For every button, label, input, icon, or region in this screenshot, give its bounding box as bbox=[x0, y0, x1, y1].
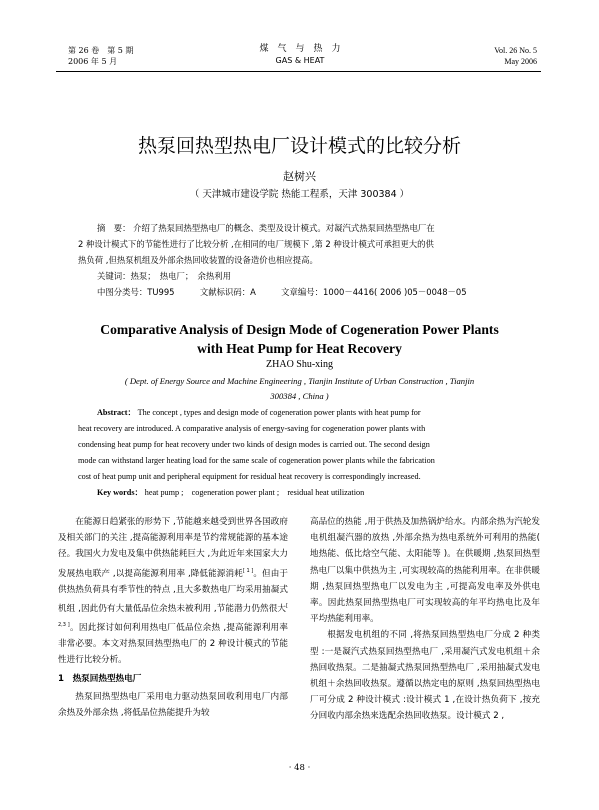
journal-date: 2006 年 5 月 bbox=[68, 57, 118, 66]
intro-text-c: 。因此探讨如何利用热电厂低品位余热 ,提高能源利用率非常必要。本文对热泵回热型热电厂的 2 种设计模式的节能性进行比较分析。 bbox=[58, 622, 288, 666]
keywords-en-text: heat pump ; cogeneration power plant ; residual heat utilization bbox=[144, 488, 365, 497]
section-heading-1: 1 热泵回热型热电厂 bbox=[58, 674, 142, 685]
journal-date-en: May 2006 bbox=[504, 57, 537, 66]
affiliation-en bbox=[0, 374, 599, 404]
abstract-en-line2: heat recovery are introduced. A comparative analysis of energy-saving for cogeneration power plants with bbox=[78, 424, 426, 433]
journal-name-cn: 煤 气 与 热 力 bbox=[259, 44, 341, 54]
abstract-label-en: Abstract： bbox=[97, 408, 136, 417]
abstract-en-line4: mode can withstand larger heating load for the same scale of cogeneration power plants while the fabrication bbox=[78, 456, 435, 465]
affiliation-en-line1: ( Dept. of Energy Source and Machine Engineering , Tianjin Institute of Urban Construction , Tianjin bbox=[124, 376, 475, 386]
abstract-cn bbox=[78, 220, 528, 300]
keywords-en bbox=[78, 485, 435, 501]
journal-title bbox=[240, 44, 360, 66]
intro-text-b: 。但由于供热热负荷具有季节性的特点 ,且大多数热电厂均采用抽凝式机组 ,因此仍有大量低品位余热未被利用 ,节能潜力仍然很大 bbox=[58, 568, 288, 614]
abstract-cn-line1: 介绍了热泵回热型热电厂的概念、类型及设计模式。对凝汽式热泵回热型热电厂在 bbox=[133, 223, 435, 233]
body-right-column bbox=[310, 514, 540, 725]
section1-paragraph-cont: 高品位的热能 ,用于供热及加热锅炉给水。内部余热为汽轮发电机组凝汽器的放热 ,外部余热为热电系统外可利用的热能( 地热能、低比焓空气能、太阳能等 )。在供暖期 ,热泵回热型热电厂以集中供热为主 ,可实现较高的热能利用率。在非供暖期 ,热泵回热型热电厂以发电为主 ,可提高发电率及外供电率。因此热泵回热型热电厂可实现较高的年平均热电比及年平均热能利用率。 bbox=[310, 517, 540, 625]
author-cn: 赵树兴 bbox=[283, 170, 316, 183]
abstract-cn-line2: 2 种设计模式下的节能性进行了比较分析 ,在相同的电厂规模下 ,第 2 种设计模式可承担更大的供 bbox=[78, 239, 434, 249]
abstract-en-line1: The concept , types and design mode of cogeneration power plants with heat pump for bbox=[137, 408, 421, 417]
keywords-label-en: Key words： bbox=[97, 488, 143, 497]
paper-title-en bbox=[0, 320, 599, 358]
affiliation-en-line2: 300384 , China ) bbox=[270, 391, 329, 401]
author-en: ZHAO Shu-xing bbox=[266, 359, 333, 370]
article-number: 文章编号：1000－4416( 2006 )05－0048－05 bbox=[281, 287, 467, 297]
paper-title-en-line1: Comparative Analysis of Design Mode of Cogeneration Power Plants bbox=[100, 322, 499, 337]
section1-paragraph: 热泵回热型热电厂采用电力驱动热泵回收利用电厂内部余热及外部余热 ,将低品位热能提升为较 bbox=[58, 691, 288, 718]
journal-issue-en bbox=[494, 45, 537, 67]
affiliation-cn: （ 天津城市建设学院 热能工程系，天津 300384 ） bbox=[189, 189, 410, 200]
clc-number: 中图分类号：TU995 bbox=[97, 287, 175, 297]
journal-issue bbox=[68, 45, 133, 67]
section1-paragraph-2: 根据发电机组的不同 ,将热泵回热型热电厂分成 2 种类型 :一是凝汽式热泵回热型热电厂 ,采用凝汽式发电机组＋余热回收热泵。二是抽凝式热泵回热型热电厂 ,采用抽凝式发电机组＋余热回收热泵。遵循以热定电的原则 ,热泵回热型热电厂可分成 2 种设计模式 :设计模式 1 ,在设计热负荷下 ,按充分回收内部余热来选配余热回收热泵。设计模式 2 , bbox=[310, 630, 540, 722]
header-rule bbox=[56, 71, 541, 72]
document-code: 文献标识码：A bbox=[199, 287, 256, 297]
journal-volume: 第 26 卷 第 5 期 bbox=[68, 46, 134, 55]
paper-title-en-line2: with Heat Pump for Heat Recovery bbox=[197, 341, 402, 356]
paper-title-cn: 热泵回热型热电厂设计模式的比较分析 bbox=[137, 135, 461, 157]
ref-1: [ 1 ] bbox=[242, 567, 254, 574]
abstract-cn-line3: 热负荷 ,但热泵机组及外部余热回收装置的设备造价也相应提高。 bbox=[78, 255, 318, 265]
abstract-en bbox=[78, 405, 435, 501]
intro-paragraph bbox=[58, 514, 288, 668]
abstract-label-cn: 摘 要： bbox=[97, 223, 131, 233]
journal-name-en: GAS & HEAT bbox=[275, 56, 325, 65]
keywords-cn: 关键词：热泵； 热电厂； 余热利用 bbox=[97, 271, 231, 281]
body-left-column bbox=[58, 514, 288, 721]
abstract-en-line3: condensing heat pump for heat recovery under two kinds of design modes is carried out. The second design bbox=[78, 440, 430, 449]
journal-volume-en: Vol. 26 No. 5 bbox=[494, 46, 537, 55]
intro-text-a: 在能源日趋紧张的形势下 ,节能越来越受到世界各国政府及相关部门的关注 ,提高能源利用率是节约常规能源的基本途径。我国火力发电及集中供热能耗巨大 ,为此近年来国家大力发展热电联产 ,以提高能源利用率 ,降低能源消耗 bbox=[58, 517, 288, 579]
classification-line bbox=[78, 284, 528, 300]
ref-2-3: [ 2,3 ] bbox=[58, 602, 288, 628]
abstract-en-line5: cost of heat pump unit and peripheral equipment for residual heat recovery is correspondingly increased. bbox=[78, 472, 421, 481]
page-number: · 48 · bbox=[288, 763, 311, 773]
